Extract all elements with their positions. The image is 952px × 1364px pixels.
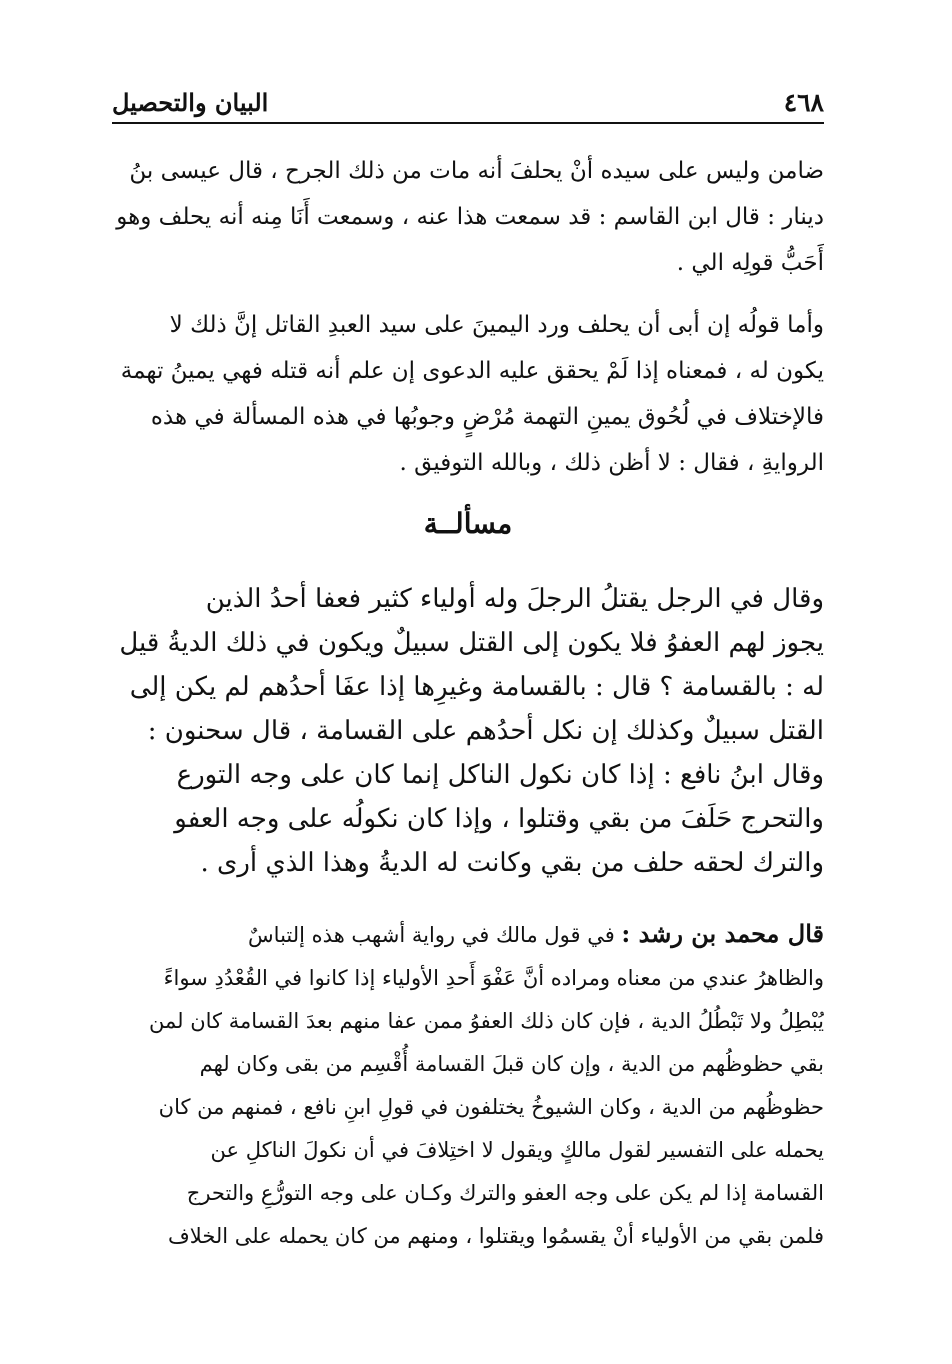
text-line: حظوظُهم من الدية ، وكان الشيوخُ يختلفون في قولِ ابنِ نافع ، فمنهم من كان (158, 1095, 824, 1119)
text-segment: في قول مالك في رواية أشهب هذه إلتباسٌ (248, 923, 622, 947)
text-line: القسامة إذا لم يكن على وجه العفو والترك وكـان على وجه التورُّعِ والتحرج (186, 1181, 824, 1205)
text-line: فلمن بقي من الأولياء أنْ يقسمُوا ويقتلوا ، ومنهم من كان يحمله على الخلاف (168, 1224, 824, 1248)
text-line: القتل سبيلٌ وكذلك إن نكل أحدُهم على القسامة ، قال سحنون : (147, 716, 824, 746)
text-line: يحمله على التفسير لقول مالكٍ ويقول لا اختِلافَ في أن نكولَ الناكلِ عن (210, 1138, 824, 1162)
text-line: ضامن وليس على سيده أنْ يحلفَ أنه مات من ذلك الجرح ، قال عيسى بنُ (129, 158, 824, 184)
text-line: والتحرج حَلَفَ من بقي وقتلوا ، وإذا كان نكولُه على وجه العفو (174, 804, 824, 834)
text-line: والترك لحقه حلف من بقي وكانت له الديةُ وهذا الذي أرى . (200, 848, 824, 878)
text-line: يكون له ، فمعناه إذا لَمْ يحقق عليه الدعوى إن علم أنه قتله فهي يمينُ تهمة (120, 358, 824, 384)
text-line: وقال في الرجل يقتلُ الرجلَ وله أولياء كثير فعفا أحدُ الذين (205, 584, 824, 614)
paragraph-2 (112, 302, 824, 486)
text-line (112, 912, 824, 957)
paragraph-1 (112, 148, 824, 286)
text-line: والظاهرُ عندي من معناه ومراده أنَّ عَفْوَ أَحدِ الأولياء إذا كانوا في القُعْدُدِ سواءً (163, 966, 824, 990)
text-line: يُبْطِلُ ولا تَبْطُلُ الدية ، فإن كان ذلك العفوُ ممن عفا منهم بعدَ القسامة كان لمن (149, 1009, 824, 1033)
text-line: وأما قولُه إن أبى أن يحلف ورد اليمينَ على سيد العبدِ القاتل إنَّ ذلك لا (169, 312, 824, 338)
speaker-attribution: قال محمد بن رشد : (621, 919, 824, 948)
text-line: يجوز لهم العفوُ فلا يكون إلى القتل سبيلٌ ويكون في ذلك الديةُ قيل (119, 628, 824, 658)
page-header (112, 82, 824, 124)
paragraph-3 (112, 577, 824, 885)
text-line: فالإختلاف في لُحُوق يمينِ التهمة مُرْضٍ وجوبُها في هذه المسألة في هذه (150, 404, 824, 430)
section-heading: مسألــة (423, 507, 513, 540)
text-line: الروايةِ ، فقال : لا أظن ذلك ، وبالله التوفيق . (399, 450, 824, 476)
text-line: له : بالقسامة ؟ قال : بالقسامة وغيرِها إذا عفَا أحدُهم لم يكن إلى (129, 672, 824, 702)
paragraph-4 (112, 912, 824, 1258)
text-line: وقال ابنُ نافع : إذا كان نكول الناكل إنما كان على وجه التورع (176, 760, 824, 790)
text-line: بقي حظوظُهم من الدية ، وإن كان قبلَ القسامة أُقْسِم من بقى وكان لهم (199, 1052, 824, 1076)
page-number: ٤٦٨ (783, 88, 824, 117)
text-line: دينار : قال ابن القاسم : قد سمعت هذا عنه ، وسمعت أَنَا مِنه أنه يحلف وهو (116, 204, 824, 230)
text-line: أَحَبُّ قولِه الي . (676, 250, 824, 276)
book-title: البيان والتحصيل (112, 88, 269, 117)
